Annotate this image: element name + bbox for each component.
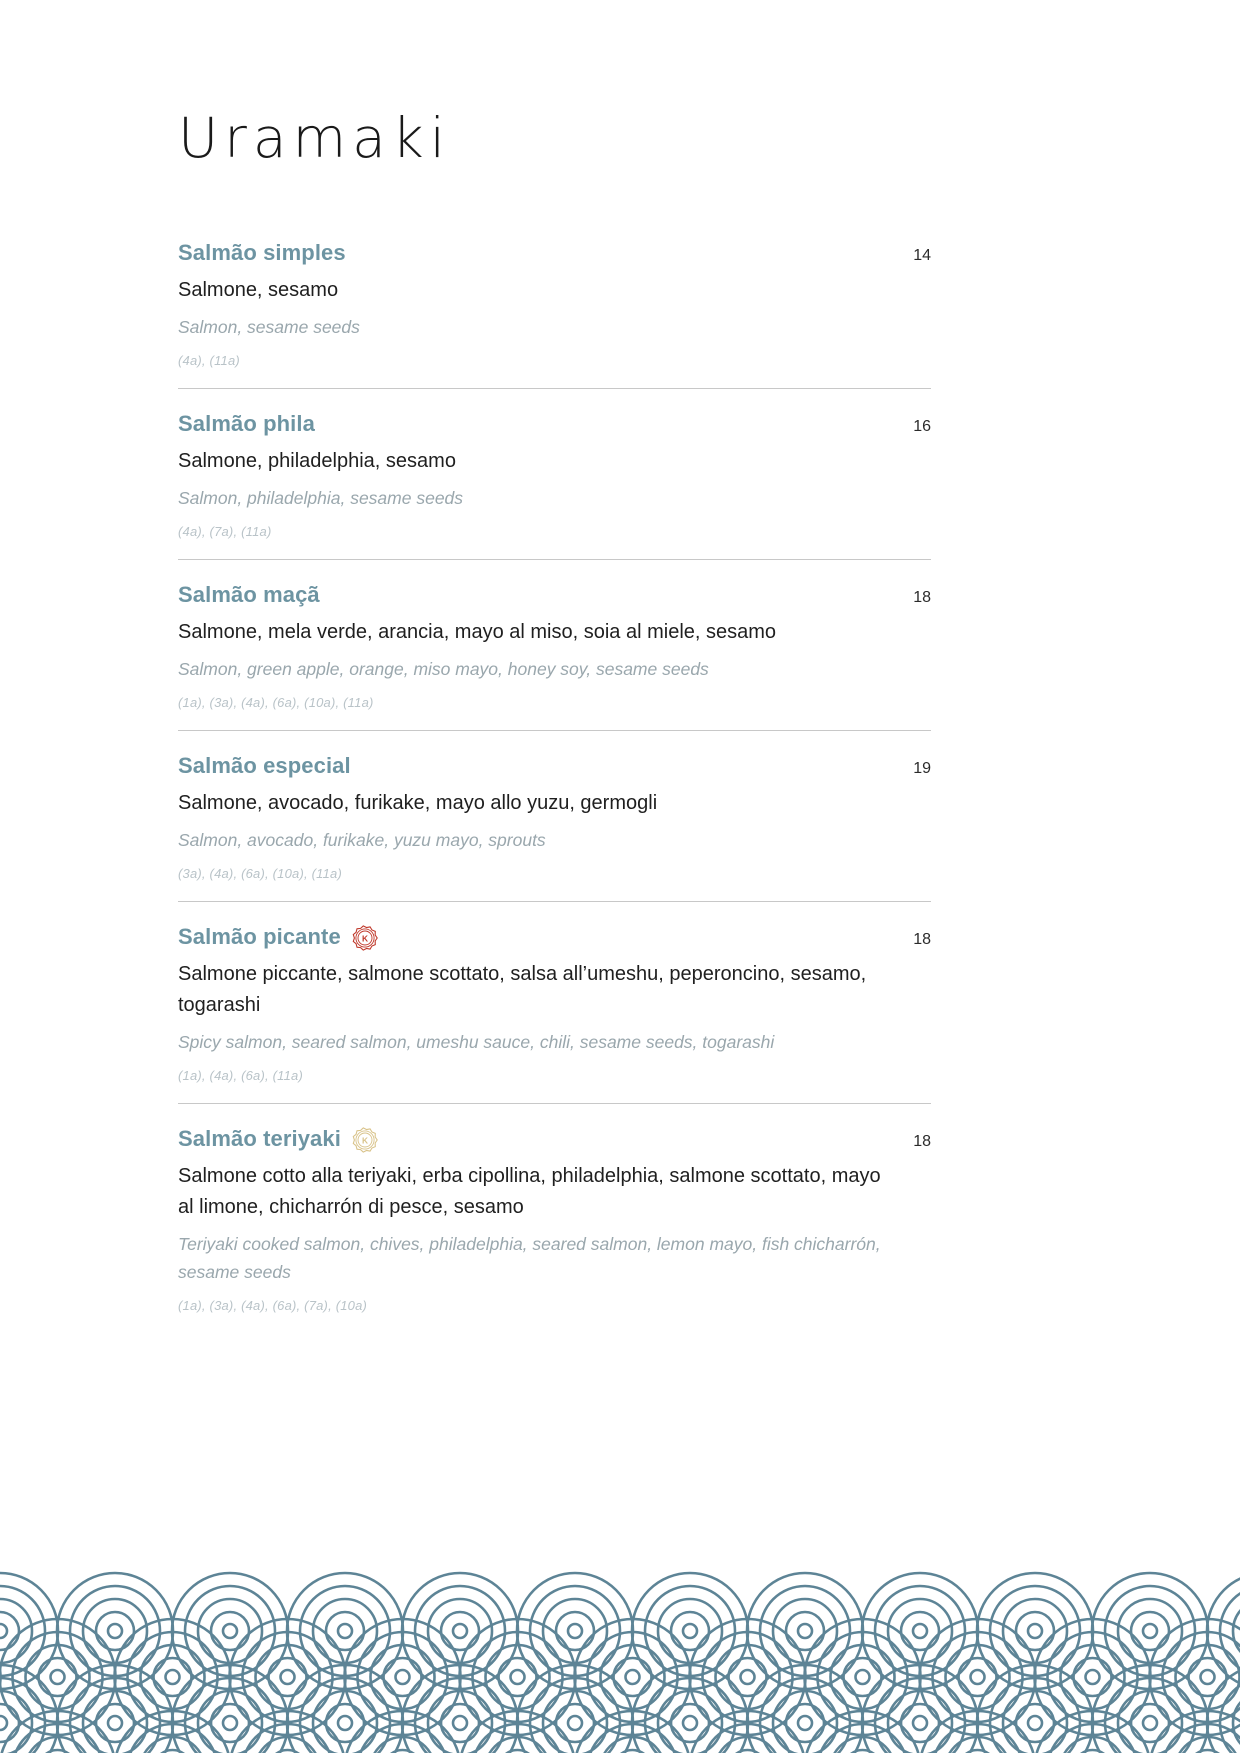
menu-item-header (178, 411, 931, 437)
menu-item-description: Salmone, philadelphia, sesamo (178, 450, 456, 472)
menu-item-name-wrapper (178, 753, 351, 779)
menu-item-allergens: (4a), (11a) (178, 353, 240, 368)
menu-item-price: 14 (913, 247, 931, 264)
menu-item-price: 16 (913, 418, 931, 435)
svg-text:K: K (361, 1135, 368, 1146)
menu-item-translation: Salmon, green apple, orange, miso mayo, honey soy, sesame seeds (178, 659, 709, 679)
menu-item (178, 240, 931, 388)
menu-item-price: 18 (913, 931, 931, 948)
menu-item-price: 19 (913, 760, 931, 777)
menu-item-header (178, 240, 931, 266)
menu-item-name: Salmão picante (178, 924, 341, 949)
menu-item-name-wrapper (178, 582, 320, 608)
menu-item-allergens: (4a), (7a), (11a) (178, 524, 272, 539)
menu-item-translation: Salmon, avocado, furikake, yuzu mayo, sprouts (178, 830, 546, 850)
menu-item-allergens: (1a), (3a), (4a), (6a), (7a), (10a) (178, 1298, 368, 1313)
menu-item-list (178, 240, 931, 1333)
menu-item-translation: Salmon, sesame seeds (178, 317, 360, 337)
menu-item (178, 388, 931, 559)
menu-item-body (178, 1104, 931, 1333)
menu-item-description: Salmone piccante, salmone scottato, salsa all’umeshu, peperoncino, sesamo, togarashi (178, 963, 867, 1016)
menu-item (178, 1103, 931, 1333)
menu-item-name-wrapper (178, 411, 315, 437)
menu-item-name: Salmão teriyaki (178, 1126, 341, 1151)
menu-item-name-wrapper (178, 924, 378, 950)
page-title: Uramaki (178, 106, 451, 170)
menu-item-allergens: (3a), (4a), (6a), (10a), (11a) (178, 866, 342, 881)
menu-item-name: Salmão simples (178, 240, 346, 265)
kosher-certification-seal-gold-icon (352, 1127, 378, 1153)
menu-item (178, 559, 931, 730)
menu-item-description: Salmone, sesamo (178, 279, 339, 301)
menu-item-body (178, 902, 931, 1103)
menu-item-allergens: (1a), (4a), (6a), (11a) (178, 1068, 304, 1083)
menu-item-translation: Spicy salmon, seared salmon, umeshu sauce, chili, sesame seeds, togarashi (178, 1032, 775, 1052)
menu-item-name-wrapper (178, 240, 346, 266)
menu-item-description: Salmone cotto alla teriyaki, erba cipollina, philadelphia, salmone scottato, mayo al limone, chicharrón di pesce, sesamo (178, 1165, 881, 1218)
svg-text:K: K (361, 933, 368, 944)
menu-item-allergens: (1a), (3a), (4a), (6a), (10a), (11a) (178, 695, 374, 710)
menu-item-header (178, 582, 931, 608)
menu-item (178, 901, 931, 1103)
menu-item-translation: Salmon, philadelphia, sesame seeds (178, 488, 464, 508)
menu-item-header (178, 924, 931, 950)
kosher-certification-seal-red-icon (352, 925, 378, 951)
menu-item-header (178, 753, 931, 779)
menu-item-price: 18 (913, 1133, 931, 1150)
menu-item-name: Salmão especial (178, 753, 351, 778)
menu-item-body (178, 389, 931, 559)
menu-item-body (178, 560, 931, 730)
menu-item-name: Salmão phila (178, 411, 315, 436)
menu-item-body (178, 731, 931, 901)
menu-item (178, 730, 931, 901)
menu-item-description: Salmone, mela verde, arancia, mayo al miso, soia al miele, sesamo (178, 621, 777, 643)
menu-item-description: Salmone, avocado, furikake, mayo allo yuzu, germogli (178, 792, 658, 814)
menu-item-body (178, 240, 931, 388)
seigaiha-wave-pattern-footer (0, 1483, 1240, 1753)
menu-item-price: 18 (913, 589, 931, 606)
menu-item-translation: Teriyaki cooked salmon, chives, philadelphia, seared salmon, lemon mayo, fish chicharrón, sesame seeds (178, 1234, 881, 1282)
menu-item-name-wrapper (178, 1126, 378, 1152)
menu-item-header (178, 1126, 931, 1152)
menu-item-name: Salmão maçã (178, 582, 320, 607)
